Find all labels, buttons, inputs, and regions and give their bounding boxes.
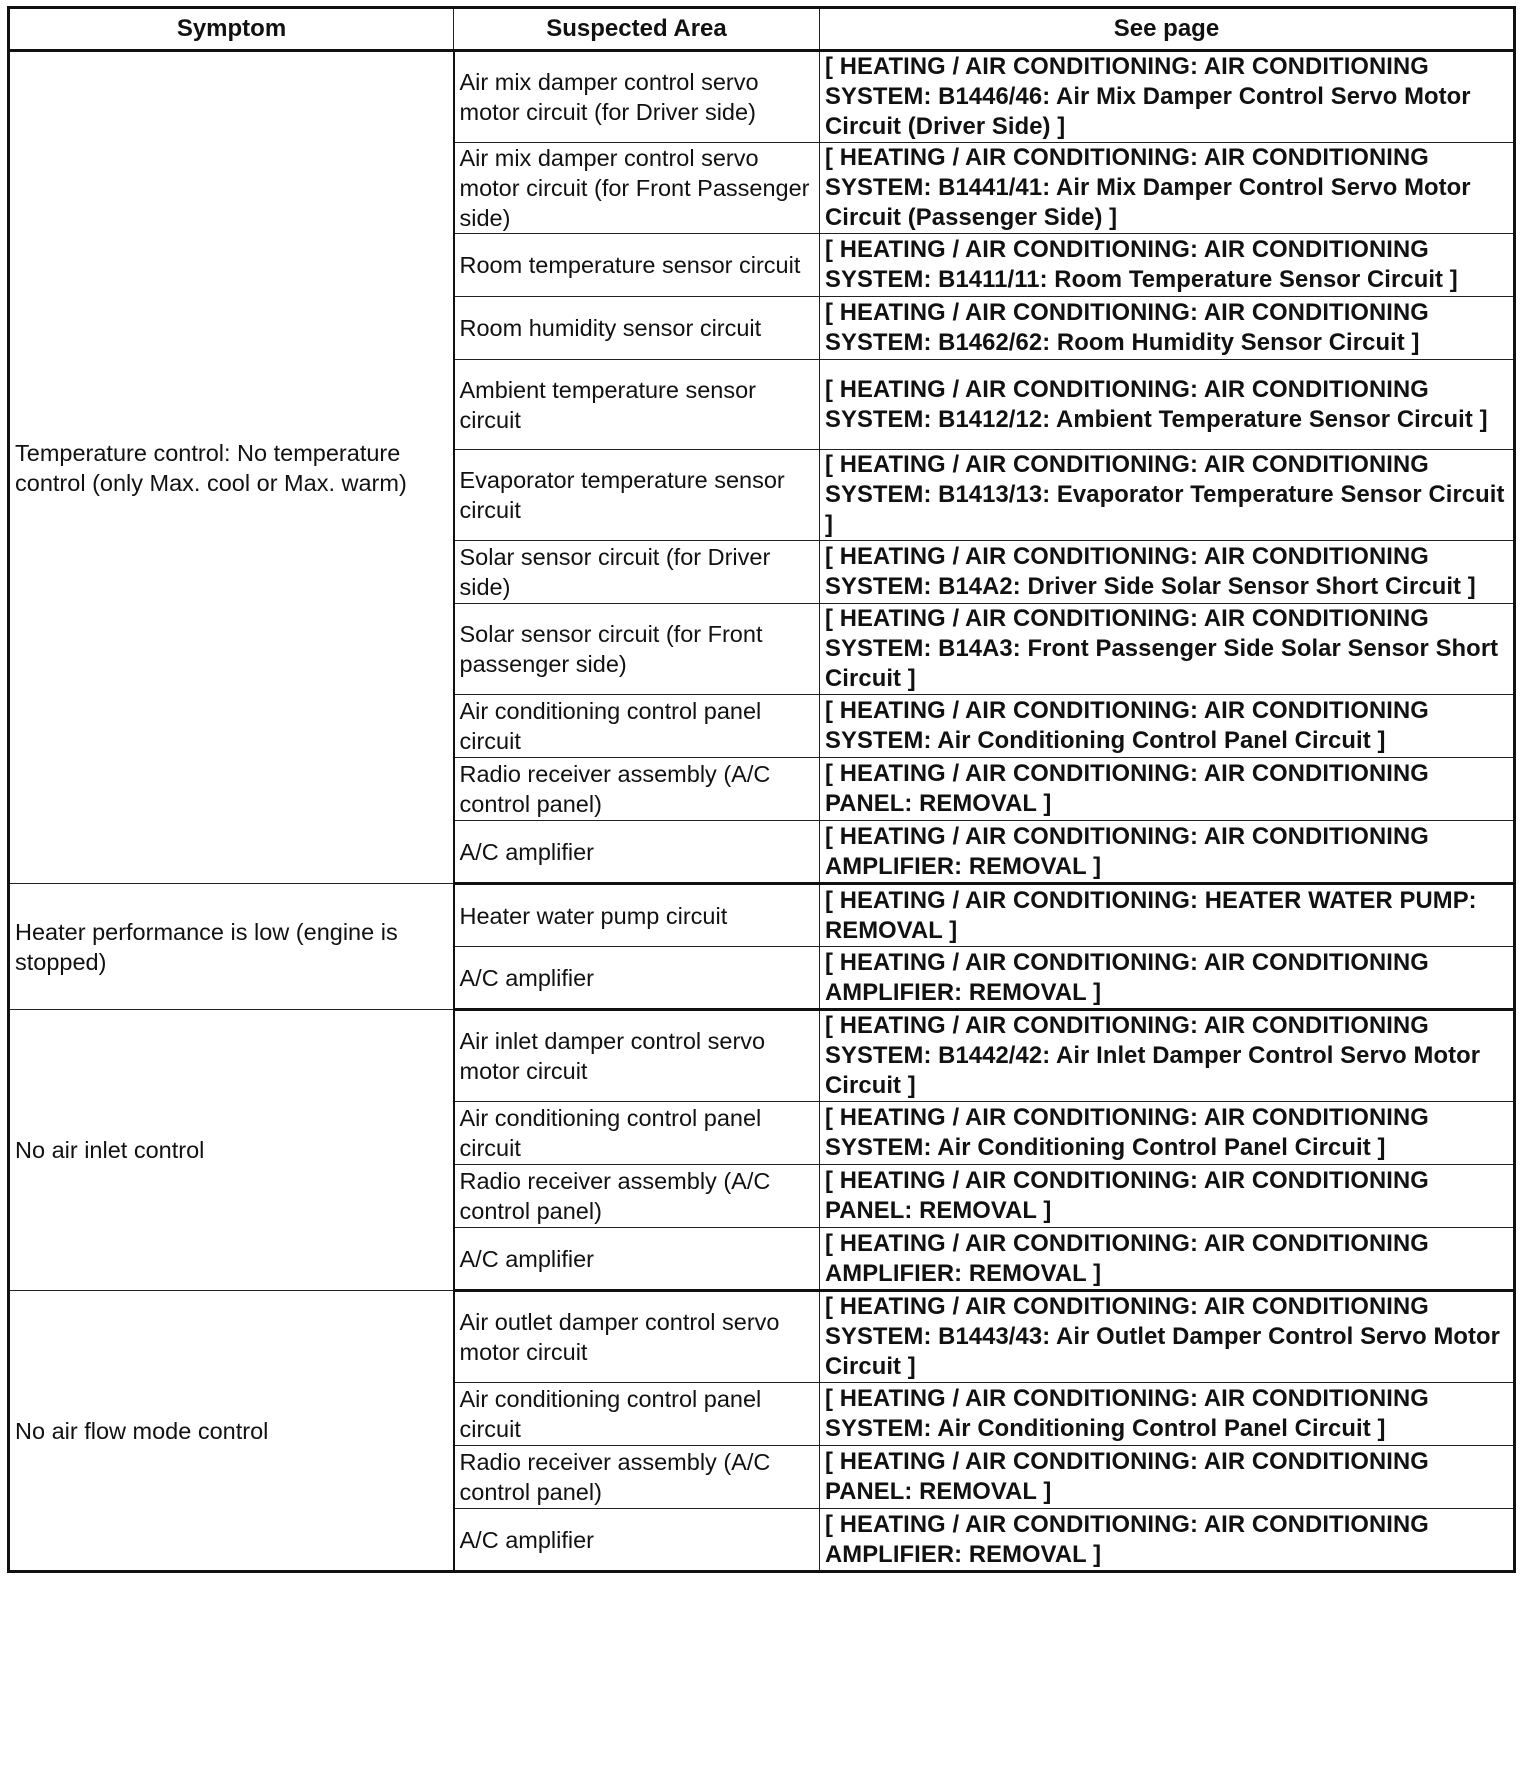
see-page-cell: [ HEATING / AIR CONDITIONING: AIR CONDITIONING SYSTEM: B1443/43: Air Outlet Damper Control Servo Motor Circuit ] <box>820 1291 1515 1383</box>
suspected-area-cell: Room temperature sensor circuit <box>454 234 820 297</box>
suspected-area-cell: Heater water pump circuit <box>454 884 820 947</box>
suspected-area-cell: Air conditioning control panel circuit <box>454 1383 820 1446</box>
see-page-cell: [ HEATING / AIR CONDITIONING: AIR CONDITIONING AMPLIFIER: REMOVAL ] <box>820 947 1515 1010</box>
symptom-cell: No air flow mode control <box>9 1291 454 1572</box>
see-page-cell: [ HEATING / AIR CONDITIONING: AIR CONDITIONING SYSTEM: B14A3: Front Passenger Side Solar Sensor Short Circuit ] <box>820 604 1515 695</box>
see-page-cell: [ HEATING / AIR CONDITIONING: AIR CONDITIONING SYSTEM: B1441/41: Air Mix Damper Control Servo Motor Circuit (Passenger Side) ] <box>820 143 1515 234</box>
see-page-cell: [ HEATING / AIR CONDITIONING: AIR CONDITIONING SYSTEM: B1413/13: Evaporator Temperature Sensor Circuit ] <box>820 450 1515 541</box>
suspected-area-cell: Solar sensor circuit (for Front passenger side) <box>454 604 820 695</box>
table-body <box>9 51 1515 1572</box>
see-page-cell: [ HEATING / AIR CONDITIONING: AIR CONDITIONING SYSTEM: B1442/42: Air Inlet Damper Control Servo Motor Circuit ] <box>820 1010 1515 1102</box>
see-page-cell: [ HEATING / AIR CONDITIONING: AIR CONDITIONING SYSTEM: Air Conditioning Control Panel Circuit ] <box>820 1383 1515 1446</box>
suspected-area-cell: A/C amplifier <box>454 1228 820 1291</box>
suspected-area-cell: A/C amplifier <box>454 1509 820 1572</box>
see-page-cell: [ HEATING / AIR CONDITIONING: AIR CONDITIONING PANEL: REMOVAL ] <box>820 1446 1515 1509</box>
symptom-cell: Temperature control: No temperature control (only Max. cool or Max. warm) <box>9 51 454 884</box>
suspected-area-cell: Evaporator temperature sensor circuit <box>454 450 820 541</box>
suspected-area-cell: Radio receiver assembly (A/C control panel) <box>454 1446 820 1509</box>
suspected-area-cell: Air inlet damper control servo motor circuit <box>454 1010 820 1102</box>
see-page-cell: [ HEATING / AIR CONDITIONING: AIR CONDITIONING AMPLIFIER: REMOVAL ] <box>820 1509 1515 1572</box>
suspected-area-cell: Air outlet damper control servo motor circuit <box>454 1291 820 1383</box>
table-row <box>9 884 1515 947</box>
see-page-cell: [ HEATING / AIR CONDITIONING: AIR CONDITIONING SYSTEM: B1446/46: Air Mix Damper Control Servo Motor Circuit (Driver Side) ] <box>820 51 1515 143</box>
symptom-cell: No air inlet control <box>9 1010 454 1291</box>
table-row <box>9 1291 1515 1383</box>
see-page-cell: [ HEATING / AIR CONDITIONING: AIR CONDITIONING SYSTEM: Air Conditioning Control Panel Circuit ] <box>820 1102 1515 1165</box>
symptom-cell: Heater performance is low (engine is stopped) <box>9 884 454 1010</box>
see-page-cell: [ HEATING / AIR CONDITIONING: AIR CONDITIONING AMPLIFIER: REMOVAL ] <box>820 821 1515 884</box>
suspected-area-cell: Air conditioning control panel circuit <box>454 1102 820 1165</box>
see-page-cell: [ HEATING / AIR CONDITIONING: AIR CONDITIONING SYSTEM: B1411/11: Room Temperature Sensor Circuit ] <box>820 234 1515 297</box>
see-page-cell: [ HEATING / AIR CONDITIONING: AIR CONDITIONING PANEL: REMOVAL ] <box>820 758 1515 821</box>
header-symptom: Symptom <box>9 8 454 51</box>
suspected-area-cell: A/C amplifier <box>454 947 820 1010</box>
suspected-area-cell: Room humidity sensor circuit <box>454 297 820 360</box>
see-page-cell: [ HEATING / AIR CONDITIONING: AIR CONDITIONING SYSTEM: B1412/12: Ambient Temperature Sensor Circuit ] <box>820 360 1515 450</box>
suspected-area-cell: Radio receiver assembly (A/C control panel) <box>454 758 820 821</box>
problem-symptoms-table <box>7 6 1516 1573</box>
see-page-cell: [ HEATING / AIR CONDITIONING: AIR CONDITIONING SYSTEM: B1462/62: Room Humidity Sensor Circuit ] <box>820 297 1515 360</box>
table-row <box>9 51 1515 143</box>
suspected-area-cell: A/C amplifier <box>454 821 820 884</box>
table-header-row <box>9 8 1515 51</box>
table-row <box>9 1010 1515 1102</box>
suspected-area-cell: Ambient temperature sensor circuit <box>454 360 820 450</box>
header-suspected-area: Suspected Area <box>454 8 820 51</box>
suspected-area-cell: Air mix damper control servo motor circuit (for Driver side) <box>454 51 820 143</box>
suspected-area-cell: Air conditioning control panel circuit <box>454 695 820 758</box>
see-page-cell: [ HEATING / AIR CONDITIONING: AIR CONDITIONING SYSTEM: B14A2: Driver Side Solar Sensor Short Circuit ] <box>820 541 1515 604</box>
suspected-area-cell: Radio receiver assembly (A/C control panel) <box>454 1165 820 1228</box>
see-page-cell: [ HEATING / AIR CONDITIONING: AIR CONDITIONING SYSTEM: Air Conditioning Control Panel Circuit ] <box>820 695 1515 758</box>
header-see-page: See page <box>820 8 1515 51</box>
suspected-area-cell: Solar sensor circuit (for Driver side) <box>454 541 820 604</box>
see-page-cell: [ HEATING / AIR CONDITIONING: AIR CONDITIONING AMPLIFIER: REMOVAL ] <box>820 1228 1515 1291</box>
suspected-area-cell: Air mix damper control servo motor circuit (for Front Passenger side) <box>454 143 820 234</box>
see-page-cell: [ HEATING / AIR CONDITIONING: AIR CONDITIONING PANEL: REMOVAL ] <box>820 1165 1515 1228</box>
see-page-cell: [ HEATING / AIR CONDITIONING: HEATER WATER PUMP: REMOVAL ] <box>820 884 1515 947</box>
